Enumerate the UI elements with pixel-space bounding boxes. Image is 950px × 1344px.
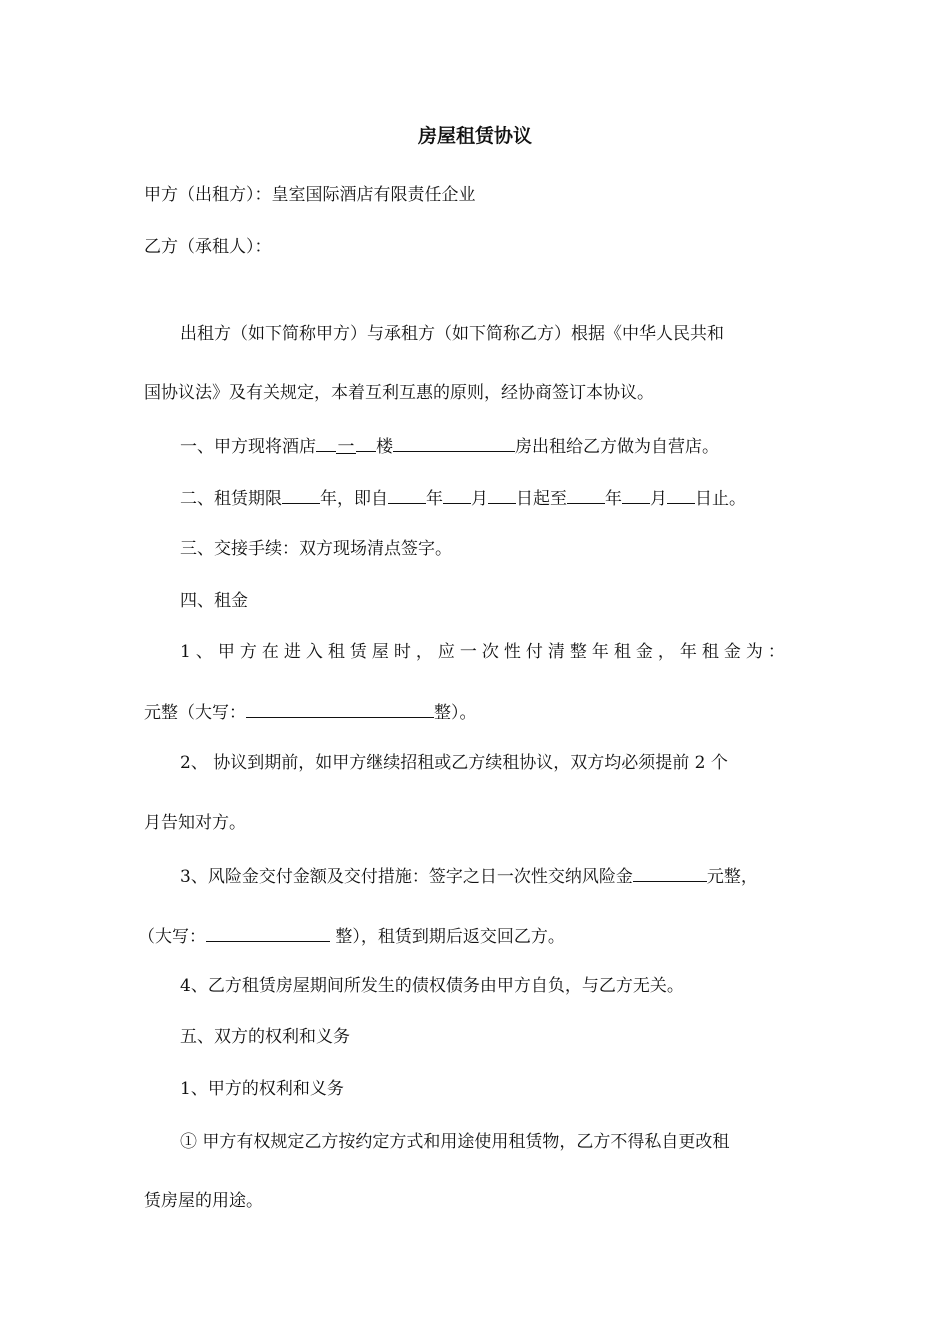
clause-2-text-e: 日起至: [516, 489, 567, 509]
clause-4-heading: 四、租金: [180, 591, 248, 611]
end-month-blank: [622, 486, 650, 504]
rent-item-4: 4、乙方租赁房屋期间所发生的债权债务由甲方自负，与乙方无关。: [180, 976, 684, 996]
term-years-blank: [282, 486, 320, 504]
rent-item-3-line-1: [180, 864, 758, 888]
party-b-line: 乙方（承租人）：: [144, 237, 272, 257]
rent-1-text-a: 元整（大写：: [144, 703, 246, 723]
rent-3-text-b: 元整，: [706, 867, 758, 887]
clause-5-item-1a-line-2: 赁房屋的用途。: [144, 1191, 263, 1211]
intro-line-2: 国协议法》及有关规定，本着互利互惠的原则，经协商签订本协议。: [144, 383, 654, 403]
clause-5-item-1a-line-1: ① 甲方有权规定乙方按约定方式和用途使用租赁物，乙方不得私自更改租: [180, 1132, 730, 1152]
rent-item-2-line-2: 月告知对方。: [144, 813, 246, 833]
clause-2-text-a: 二、租赁期限: [180, 489, 282, 509]
start-month-blank: [443, 486, 471, 504]
intro-line-1: 出租方（如下简称甲方）与承租方（如下简称乙方）根据《中华人民共和: [180, 324, 724, 344]
rent-item-1-line-2: [144, 700, 477, 724]
rent-3-text-d: 整），租赁到期后返交回乙方。: [330, 927, 565, 947]
clause-1-text-c: 房出租给乙方做为自营店。: [515, 437, 719, 457]
clause-2-text-g: 月: [650, 489, 667, 509]
floor-value: 一: [337, 437, 355, 457]
clause-2-text-f: 年: [605, 489, 622, 509]
deposit-blank: [633, 864, 707, 882]
deposit-words-blank: [206, 924, 330, 942]
clause-2-text-c: 年: [426, 489, 443, 509]
clause-2-text-d: 月: [471, 489, 488, 509]
room-blank: [393, 434, 515, 452]
clause-1-text-b: 楼: [376, 437, 393, 457]
rent-1-text-b: 整）。: [434, 703, 477, 723]
blank-line: [356, 434, 376, 452]
start-year-blank: [388, 486, 426, 504]
blank-line: [316, 434, 336, 452]
end-day-blank: [667, 486, 695, 504]
rent-3-text-c: （大写：: [138, 927, 206, 947]
clause-5-item-1: 1、甲方的权利和义务: [180, 1079, 344, 1099]
clause-1: [180, 434, 719, 458]
rent-3-text-a: 3、风险金交付金额及交付措施：签字之日一次性交纳风险金: [180, 867, 633, 887]
rent-amount-blank: [246, 700, 434, 718]
rent-item-1-line-1: 1、甲方在进入租赁屋时，应一次性付清整年租金，年租金为：: [180, 642, 790, 662]
document-title: 房屋租赁协议: [417, 125, 532, 147]
party-a-line: 甲方（出租方）：皇室国际酒店有限责任企业: [144, 185, 476, 205]
start-day-blank: [488, 486, 516, 504]
clause-2-text-b: 年，即自: [320, 489, 388, 509]
clause-5-heading: 五、双方的权利和义务: [180, 1027, 350, 1047]
rent-item-2-line-1: 2、 协议到期前，如甲方继续招租或乙方续租协议，双方均必须提前 2 个: [180, 753, 728, 773]
end-year-blank: [567, 486, 605, 504]
rent-item-3-line-2: [138, 924, 565, 948]
clause-1-text-a: 一、甲方现将酒店: [180, 437, 316, 457]
clause-2-text-h: 日止。: [695, 489, 746, 509]
clause-3: 三、交接手续：双方现场清点签字。: [180, 539, 452, 559]
clause-2: [180, 486, 746, 510]
